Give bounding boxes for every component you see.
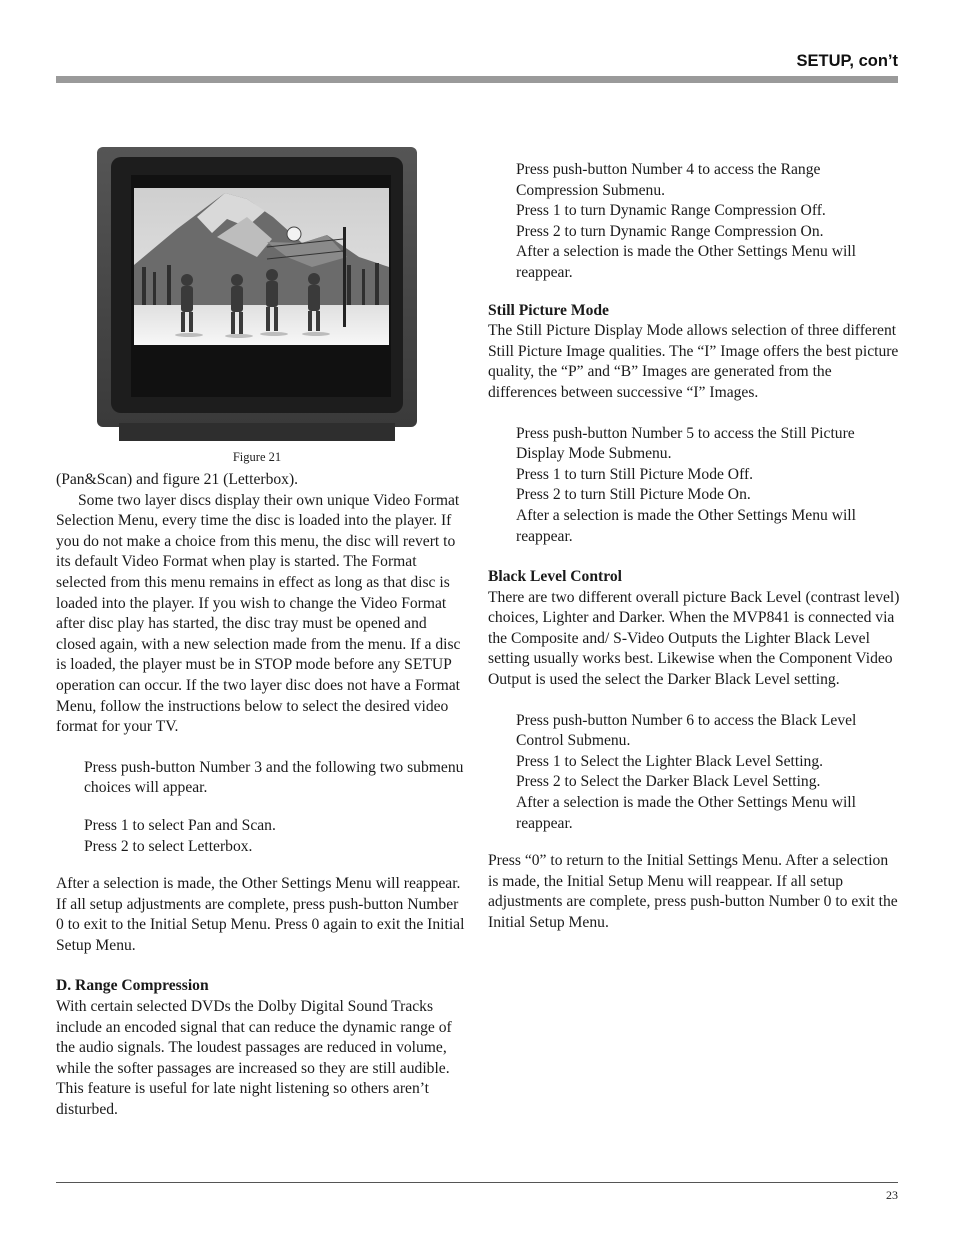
- section-heading: Black Level Control: [488, 568, 622, 586]
- paragraph: After a selection is made, the Other Settings Menu will reappear. If all setup adjustments are complete, press push-button Number 0 to exit to the Initial Setup Menu. Press 0 again to exit the Initial Setup Menu.: [56, 875, 465, 954]
- paragraph: Some two layer discs display their own unique Video Format Selection Menu, every time the disc is loaded into the player. If you do not make a choice from this menu, the disc will revert to its default Video Format when play is started. The Format selected from this menu remains in effect as long as that disc is loaded into the player. If you wish to change the Video Format after disc play has started, the disc tray must be opened and closed again, with a new selection made from the menu. If a disc is loaded, the player must be in STOP mode before any SETUP operation can occur. If the two layer disc does not have a Format Menu, follow the instructions below to select the desired video format for your TV.: [56, 491, 461, 736]
- left-column: [56, 470, 468, 1121]
- right-column: [488, 160, 900, 934]
- footer-rule: [56, 1182, 898, 1183]
- instruction-step: Press push-button Number 4 to access the Range Compression Submenu.: [516, 161, 821, 199]
- instruction-step: Press 1 to select Pan and Scan.: [84, 816, 276, 834]
- page-header-title: SETUP, con’t: [796, 52, 898, 70]
- instruction-step: Press 1 to turn Still Picture Mode Off.: [516, 465, 754, 483]
- instruction-step: After a selection is made the Other Settings Menu will reappear.: [516, 506, 856, 545]
- instruction-step: After a selection is made the Other Settings Menu will reappear.: [516, 243, 856, 281]
- tv-letterbox-figure: [97, 147, 417, 441]
- paragraph: There are two different overall picture Back Level (contrast level) choices, Lighter and Darker. When the MVP841 is connected via the Composite and/ S-Video Outputs the Lighter Black Level setting usually works best. Likewise when the Component Video Output is used the select the Darker Black Level setting.: [488, 588, 900, 689]
- instruction-step: Press 2 to turn Still Picture Mode On.: [516, 486, 751, 504]
- figure-caption: Figure 21: [232, 450, 282, 464]
- instruction-step: Press 1 to Select the Lighter Black Level Setting.: [516, 752, 824, 770]
- paragraph: (Pan&Scan) and figure 21 (Letterbox).: [56, 471, 299, 488]
- tv-letterbox-snow-scene-icon: [97, 147, 417, 441]
- instruction-step: Press push-button Number 6 to access the Black Level Control Submenu.: [516, 711, 857, 750]
- instruction-step: Press 1 to turn Dynamic Range Compression Off.: [516, 202, 826, 220]
- instruction-step: Press 2 to select Letterbox.: [84, 837, 253, 855]
- page-number: 23: [886, 1188, 898, 1202]
- section-heading: Still Picture Mode: [488, 301, 609, 319]
- instruction-step: Press push-button Number 5 to access the Still Picture Display Mode Submenu.: [516, 424, 855, 463]
- instruction-step: Press push-button Number 3 and the following two submenu choices will appear.: [84, 758, 464, 797]
- paragraph: With certain selected DVDs the Dolby Digital Sound Tracks include an encoded signal that can reduce the dynamic range of the audio signals. The loudest passages are reduced in volume, while the softer passages are increased so they are still audible. This feature is useful for late night listening so others aren’t disturbed.: [56, 998, 452, 1119]
- header-rule: [56, 76, 898, 83]
- instruction-step: Press 2 to turn Dynamic Range Compression On.: [516, 222, 824, 240]
- instruction-step: Press 2 to Select the Darker Black Level Setting.: [516, 773, 821, 791]
- paragraph: The Still Picture Display Mode allows selection of three different Still Picture Image qualities. The “I” Image offers the best picture quality, the “P” and “B” Images are generated from the differences between successive “I” Images.: [488, 322, 899, 401]
- section-heading: D. Range Compression: [56, 977, 209, 995]
- paragraph: Press “0” to return to the Initial Settings Menu. After a selection is made, the Initial Setup Menu will reappear. If all setup adjustments are complete, press push-button Number 0 to exit the Initial Setup Menu.: [488, 852, 898, 931]
- instruction-step: After a selection is made the Other Settings Menu will reappear.: [516, 794, 856, 832]
